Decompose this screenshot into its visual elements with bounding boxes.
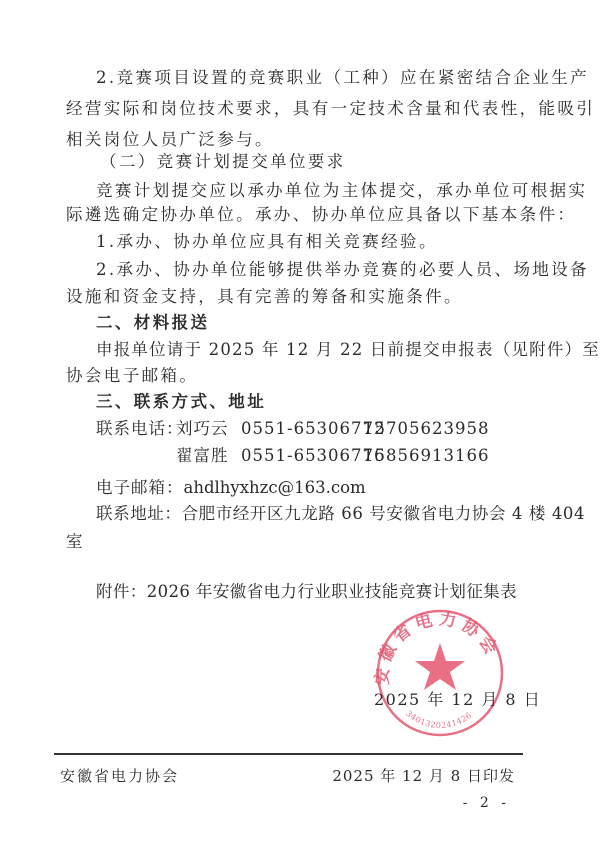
contact-row (96, 419, 548, 439)
contact-label: 联系电话： (96, 419, 184, 438)
paragraph-line: 设施和资金支持，具有完善的筹备和实施条件。 (66, 287, 463, 306)
paragraph-line: 竞赛计划提交应以承办单位为主体提交，承办单位可根据实 (96, 181, 588, 200)
contact-mobile: 15705623958 (363, 419, 490, 438)
email-value[interactable]: ahdlhyxhzc@163.com (183, 478, 366, 497)
contact-landline: 0551-65306776 (241, 446, 386, 465)
paragraph-line: 相关岗位人员广泛参与。 (66, 130, 274, 149)
page-number: - 2 - (462, 795, 510, 811)
paragraph-line: 经营实际和岗位技术要求，具有一定技术含量和代表性，能吸引 (66, 99, 596, 118)
section-heading: 二、材料报送 (96, 313, 210, 332)
contact-mobile: 15856913166 (363, 446, 490, 465)
paragraph-line: 申报单位请于 2025 年 12 月 22 日前提交申报表（见附件）至 (96, 340, 600, 359)
official-seal-icon (370, 605, 510, 740)
footer-issuer: 安徽省电力协会 (60, 767, 180, 785)
signature-date: 2025 年 12 月 8 日 (374, 690, 542, 709)
attachment-note: 附件：2026 年安徽省电力行业职业技能竞赛计划征集表 (96, 582, 518, 601)
svg-text:安徽省电力协会: 安徽省电力协会 (372, 609, 504, 686)
contact-landline: 0551-65306772 (241, 419, 386, 438)
address-line: 联系地址：合肥市经开区九龙路 66 号安徽省电力协会 4 楼 404 (96, 504, 586, 523)
footer-divider (54, 753, 523, 755)
contact-name: 刘巧云 (176, 419, 229, 438)
contact-row (176, 446, 600, 466)
contact-name: 翟富胜 (176, 446, 229, 465)
section-heading: 三、联系方式、地址 (96, 392, 267, 411)
email-row (96, 478, 548, 498)
paragraph-line: 2.承办、协办单位能够提供举办竞赛的必要人员、场地设备 (96, 260, 590, 279)
section-subheading: （二）竞赛计划提交单位要求 (100, 152, 346, 171)
paragraph-line: 协会电子邮箱。 (66, 366, 199, 385)
paragraph-line: 2.竞赛项目设置的竞赛职业（工种）应在紧密结合企业生产 (96, 68, 590, 87)
svg-text:3401320241426: 3401320241426 (404, 708, 474, 730)
paragraph-line: 际遴选确定协办单位。承办、协办单位应具备以下基本条件： (66, 205, 577, 224)
paragraph-line: 1.承办、协办单位应具有相关竞赛经验。 (96, 232, 438, 251)
address-line: 室 (66, 532, 85, 551)
email-label: 电子邮箱： (96, 478, 184, 497)
footer-issue-date: 2025 年 12 月 8 日印发 (332, 767, 515, 785)
